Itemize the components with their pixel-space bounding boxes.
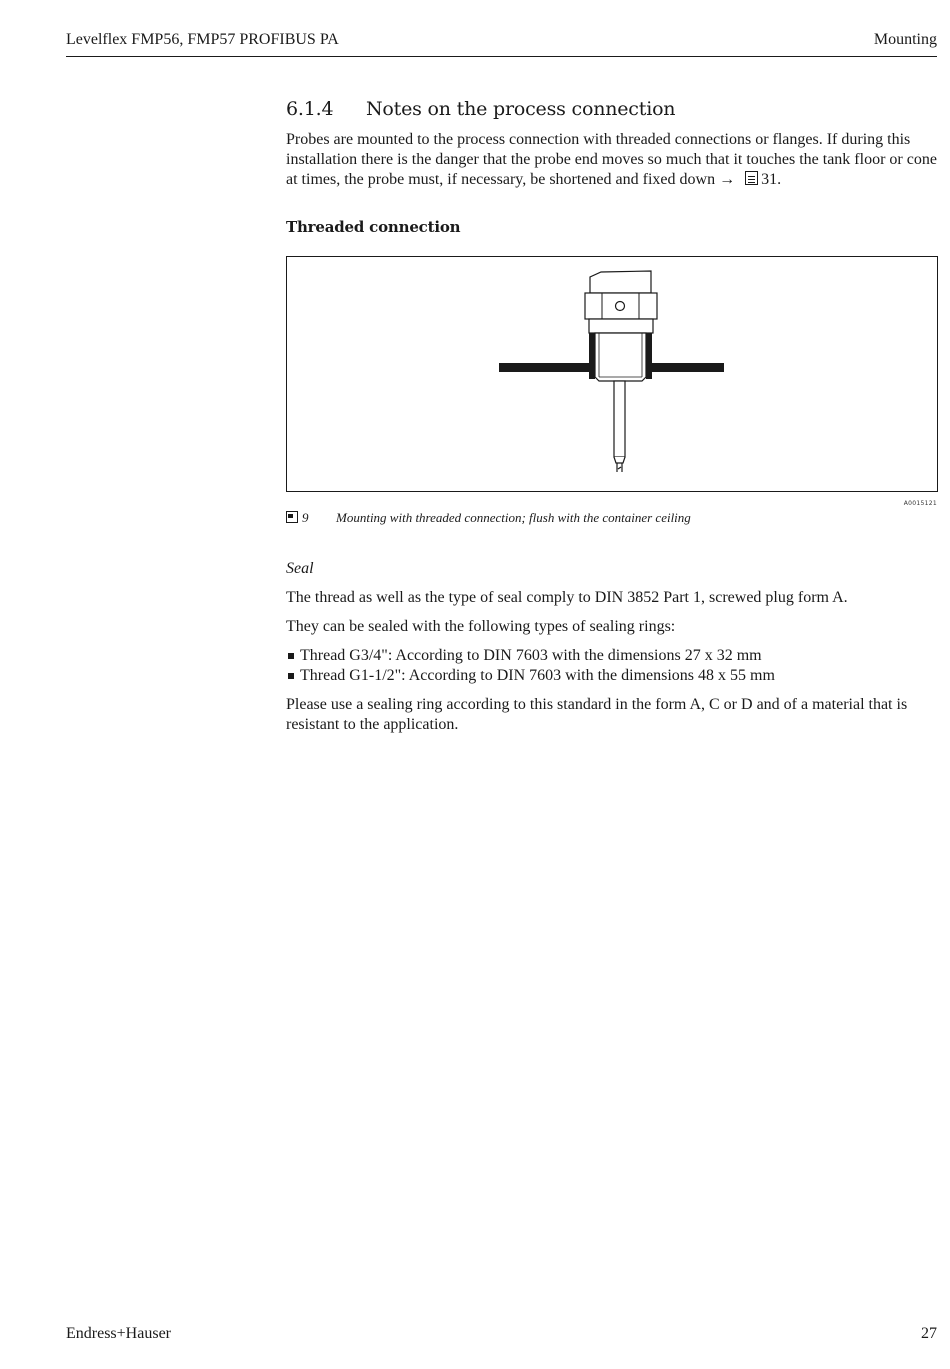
threaded-body — [595, 333, 646, 381]
figure-icon — [286, 511, 298, 523]
page-number: 27 — [921, 1325, 937, 1342]
bullet-icon — [288, 673, 294, 679]
brand-name: Endress+Hauser — [66, 1325, 171, 1342]
seal-paragraph-2: They can be sealed with the following types of sealing rings: — [286, 618, 676, 635]
figure-caption-text: Mounting with threaded connection; flush with the container ceiling — [336, 510, 691, 525]
ceiling-left — [499, 363, 589, 372]
figure-number: 9 — [302, 510, 309, 525]
list-item: Thread G1-1/2": According to DIN 7603 with the dimensions 48 x 55 mm — [286, 666, 938, 686]
document-title: Levelflex FMP56, FMP57 PROFIBUS PA — [66, 31, 339, 48]
threaded-connection-figure — [286, 256, 938, 507]
housing-cap — [590, 271, 651, 293]
section-title: Notes on the process connection — [366, 98, 676, 120]
intro-paragraph — [286, 130, 938, 190]
arrow-icon: → — [719, 171, 736, 188]
main-content — [286, 95, 938, 735]
section-heading — [286, 95, 938, 123]
section-number: 6.1.4 — [286, 98, 334, 120]
chapter-title: Mounting — [873, 31, 937, 48]
page-header — [66, 30, 937, 57]
bullet-icon — [288, 653, 294, 659]
page-reference-icon — [745, 171, 758, 185]
intro-page-ref[interactable]: 31. — [761, 171, 782, 188]
seal-paragraph-3: Please use a sealing ring according to this standard in the form A, C or D and of a material that is resistant to the application. — [286, 696, 908, 733]
intro-text: Probes are mounted to the process connection with threaded connections or flanges. If during this installation there is the danger that the probe end moves so much that it touches the tank floor or cone at times, the probe must, if necessary, be shortened and fixed down — [286, 131, 937, 188]
probe-rod — [614, 381, 625, 457]
threaded-connection-heading: Threaded connection — [286, 218, 461, 236]
sealing-ring-list — [286, 646, 938, 686]
figure-caption — [286, 508, 938, 526]
ceiling-right — [652, 363, 724, 372]
figure-id-code: A0015121 — [903, 500, 937, 507]
collar — [589, 319, 653, 333]
seal-paragraph-1: The thread as well as the type of seal comply to DIN 3852 Part 1, screwed plug form A. — [286, 589, 848, 606]
seal-heading: Seal — [286, 560, 314, 577]
threaded-connection-diagram — [287, 257, 937, 491]
nozzle-wall-right — [646, 333, 652, 379]
list-item: Thread G3/4": According to DIN 7603 with the dimensions 27 x 32 mm — [286, 646, 938, 666]
nozzle-wall-left — [589, 333, 595, 379]
